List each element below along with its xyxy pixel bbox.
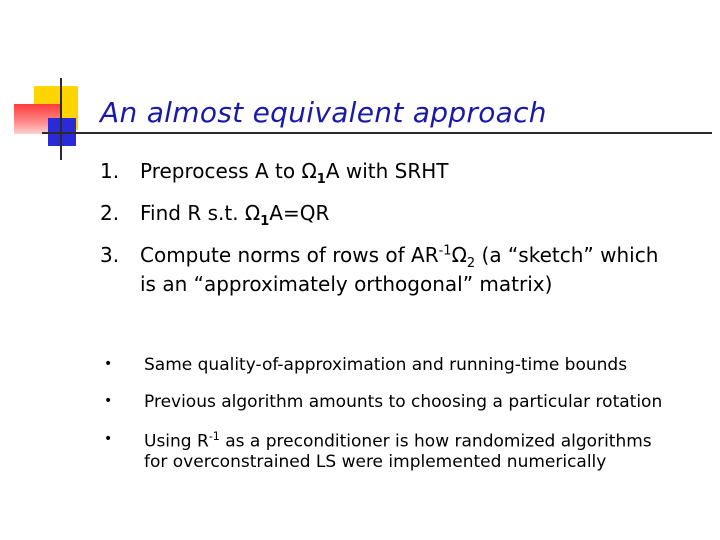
bullet-icon: •	[104, 431, 113, 447]
step-number: 3.	[100, 243, 120, 267]
bullet-continuation: for overconstrained LS were implemented numerically	[144, 452, 607, 472]
bullet-icon: •	[104, 356, 113, 372]
bullet-icon: •	[104, 393, 113, 409]
slide-title: An almost equivalent approach	[100, 96, 547, 129]
bullet-text: Using $R^{-1}$ as a preconditioner is how randomized algorithms	[144, 430, 652, 452]
step-number: 1.	[100, 159, 120, 183]
step-text: Preprocess A to $\Omega_1A$ with SRHT	[140, 159, 449, 187]
step-3-continuation: is an “approximately orthogonal” matrix)	[140, 272, 553, 296]
step-number: 2.	[100, 201, 120, 225]
title-underline	[42, 132, 712, 134]
decor-vertical-line	[60, 78, 62, 160]
bullet-text: Previous algorithm amounts to choosing a particular rotation	[144, 392, 663, 412]
step-text: Find R s.t. $\Omega_1A=QR$	[140, 201, 330, 229]
step-text: Compute norms of rows of $AR^{-1}\Omega_2$ (a “sketch” which	[140, 243, 659, 271]
bullet-text: Same quality-of-approximation and running-time bounds	[144, 355, 628, 375]
